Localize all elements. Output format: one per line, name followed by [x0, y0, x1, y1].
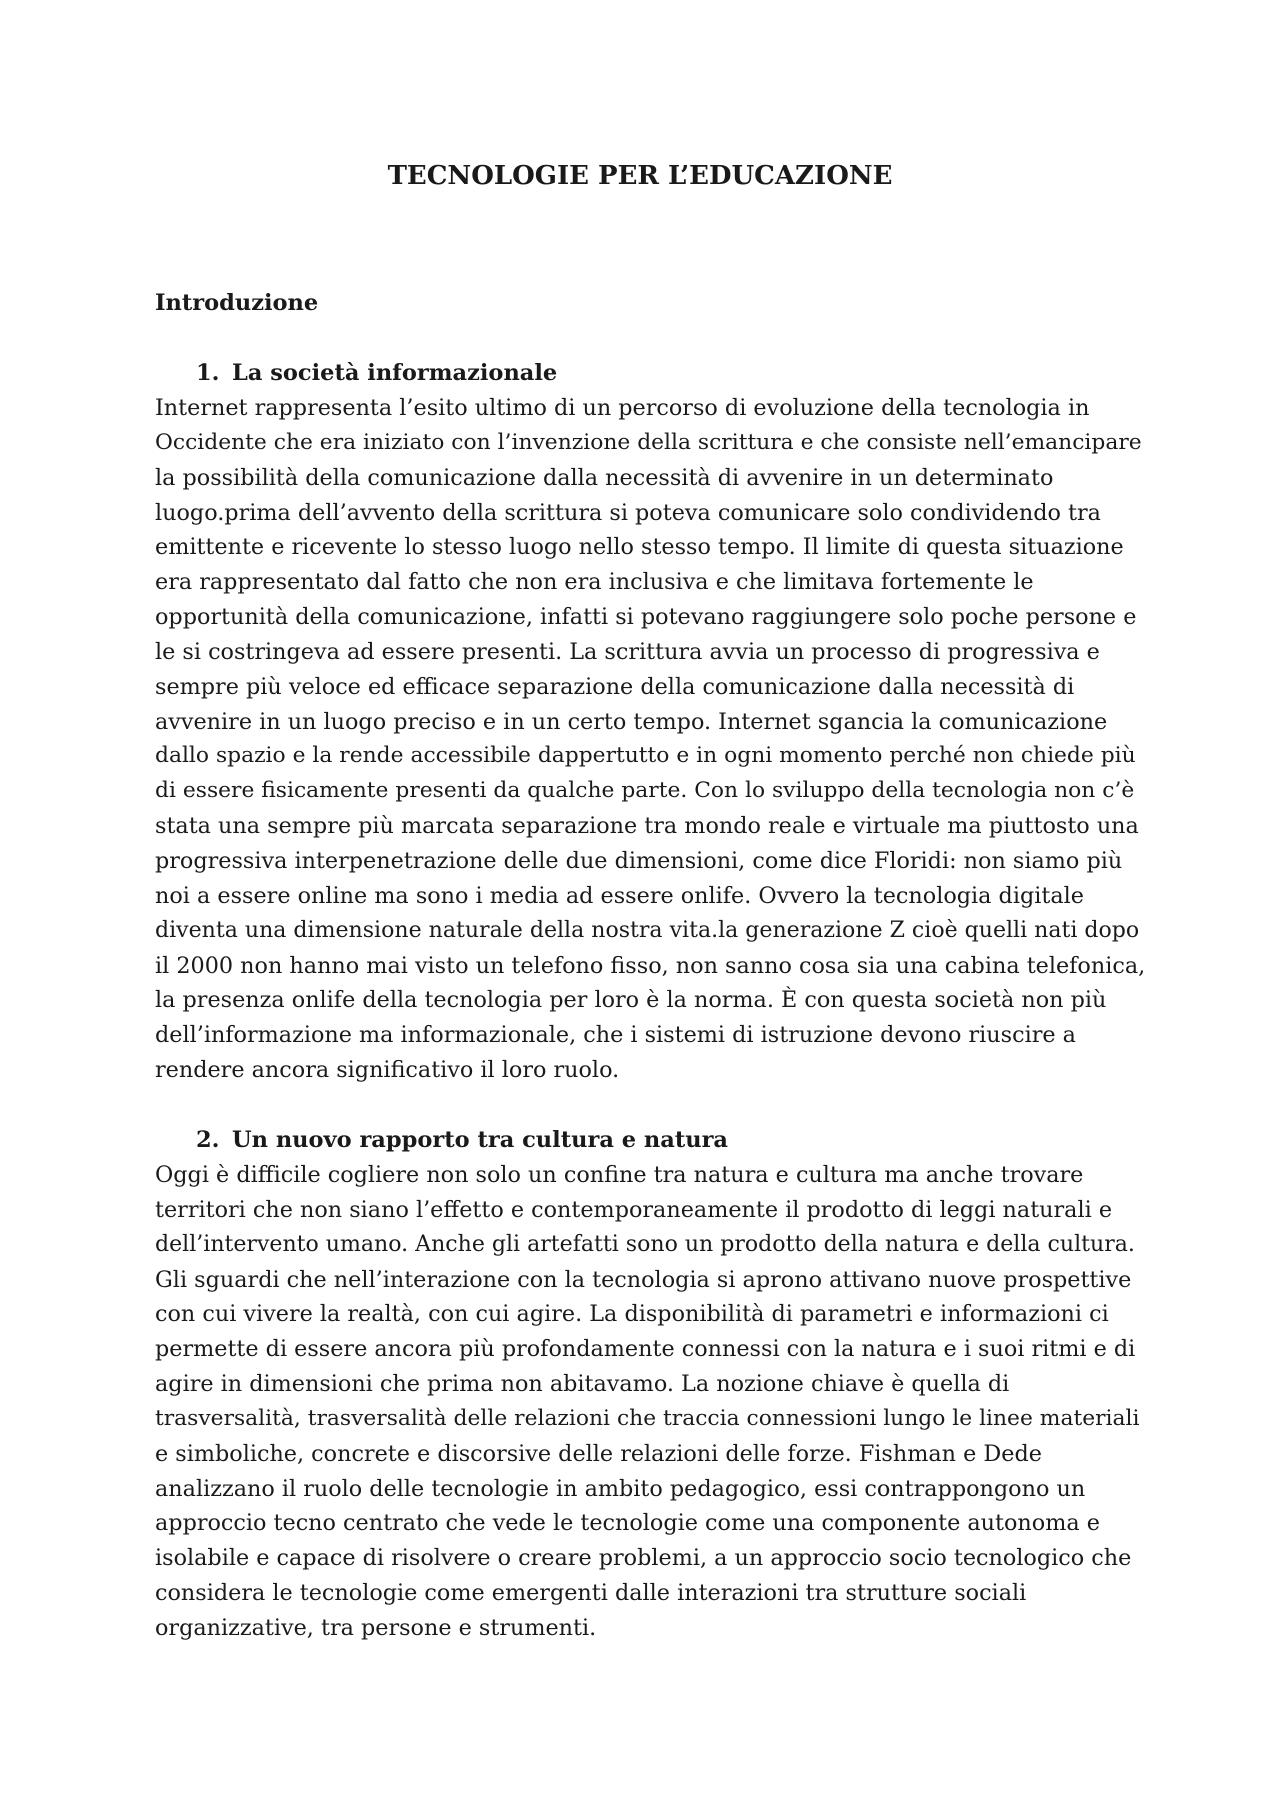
text-line: dell’informazione ma informazionale, che i sistemi di istruzione devono riuscire a [155, 1022, 1076, 1049]
text-line: la presenza onlife della tecnologia per loro è la norma. È con questa società non più [155, 987, 1107, 1014]
text-line: la possibilità della comunicazione dalla necessità di avvenire in un determinato [155, 464, 1054, 491]
text-line: isolabile e capace di risolvere o creare problemi, a un approccio socio tecnologico che [155, 1545, 1132, 1572]
text-line: le si costringeva ad essere presenti. La scrittura avvia un processo di progressiva e [155, 638, 1100, 665]
paragraph-1 [155, 391, 1145, 1088]
text-line: sempre più veloce ed efficace separazione della comunicazione dalla necessità di [155, 673, 1075, 700]
text-line: organizzative, tra persone e strumenti. [155, 1614, 597, 1641]
document-title: TECNOLOGIE PER L’EDUCAZIONE [387, 161, 893, 191]
text-line: emittente e ricevente lo stesso luogo nello stesso tempo. Il limite di questa situazione [155, 534, 1124, 561]
text-line: Oggi è difficile cogliere non solo un confine tra natura e cultura ma anche trovare [155, 1162, 1084, 1188]
text-line: Gli sguardi che nell’interazione con la tecnologia si aprono attivano nuove prospettive [155, 1266, 1132, 1293]
text-line: stata una sempre più marcata separazione tra mondo reale e virtuale ma piuttosto una [155, 813, 1139, 840]
section-heading-2 [196, 1123, 728, 1157]
text-line: con cui vivere la realtà, con cui agire. La disponibilità di parametri e informazioni ci [155, 1301, 1109, 1328]
text-line: territori che non siano l’effetto e contemporaneamente il prodotto di leggi naturali e [155, 1196, 1113, 1223]
paragraph-2 [155, 1158, 1145, 1646]
text-line: rendere ancora significativo il loro ruolo. [155, 1057, 620, 1084]
text-line: approccio tecno centrato che vede le tecnologie come una componente autonoma e [155, 1510, 1100, 1537]
section-number: 1. [196, 360, 220, 386]
text-line: diventa una dimensione naturale della nostra vita.la generazione Z cioè quelli nati dopo [155, 917, 1140, 943]
text-line: opportunità della comunicazione, infatti si potevano raggiungere solo poche persone e [155, 604, 1137, 631]
text-line: considera le tecnologie come emergenti dalle interazioni tra strutture sociali [155, 1580, 1027, 1607]
text-line: di essere fisicamente presenti da qualche parte. Con lo sviluppo della tecnologia non c’è [155, 778, 1135, 804]
section-heading-text: La società informazionale [232, 360, 558, 386]
text-line: e simboliche, concrete e discorsive delle relazioni delle forze. Fishman e Dede [155, 1440, 1042, 1467]
text-line: il 2000 non hanno mai visto un telefono fisso, non sanno cosa sia una cabina telefonica, [155, 952, 1146, 979]
text-line: dallo spazio e la rende accessibile dappertutto e in ogni momento perché non chiede più [155, 743, 1136, 769]
text-line: noi a essere online ma sono i media ad essere onlife. Ovvero la tecnologia digitale [155, 882, 1084, 909]
section-label-introduzione: Introduzione [155, 290, 319, 316]
text-line: dell’intervento umano. Anche gli artefatti sono un prodotto della natura e della cultura. [155, 1231, 1135, 1257]
section-heading-1 [196, 356, 557, 390]
text-line: permette di essere ancora più profondamente connessi con la natura e i suoi ritmi e di [155, 1336, 1136, 1363]
text-line: Occidente che era iniziato con l’invenzione della scrittura e che consiste nell’emancipare [155, 429, 1142, 455]
section-heading-text: Un nuovo rapporto tra cultura e natura [232, 1127, 728, 1153]
text-line: avvenire in un luogo preciso e in un certo tempo. Internet sgancia la comunicazione [155, 708, 1108, 735]
text-line: progressiva interpenetrazione delle due dimensioni, come dice Floridi: non siamo più [155, 847, 1123, 874]
text-line: luogo.prima dell’avvento della scrittura si poteva comunicare solo condividendo tra [155, 499, 1101, 526]
text-line: Internet rappresenta l’esito ultimo di un percorso di evoluzione della tecnologia in [155, 395, 1090, 421]
text-line: trasversalità, trasversalità delle relazioni che traccia connessioni lungo le linee materiali [155, 1405, 1140, 1431]
text-line: agire in dimensioni che prima non abitavamo. La nozione chiave è quella di [155, 1371, 1010, 1398]
text-line: era rappresentato dal fatto che non era inclusiva e che limitava fortemente le [155, 569, 1034, 596]
text-line: analizzano il ruolo delle tecnologie in ambito pedagogico, essi contrappongono un [155, 1475, 1086, 1502]
section-number: 2. [196, 1127, 220, 1153]
